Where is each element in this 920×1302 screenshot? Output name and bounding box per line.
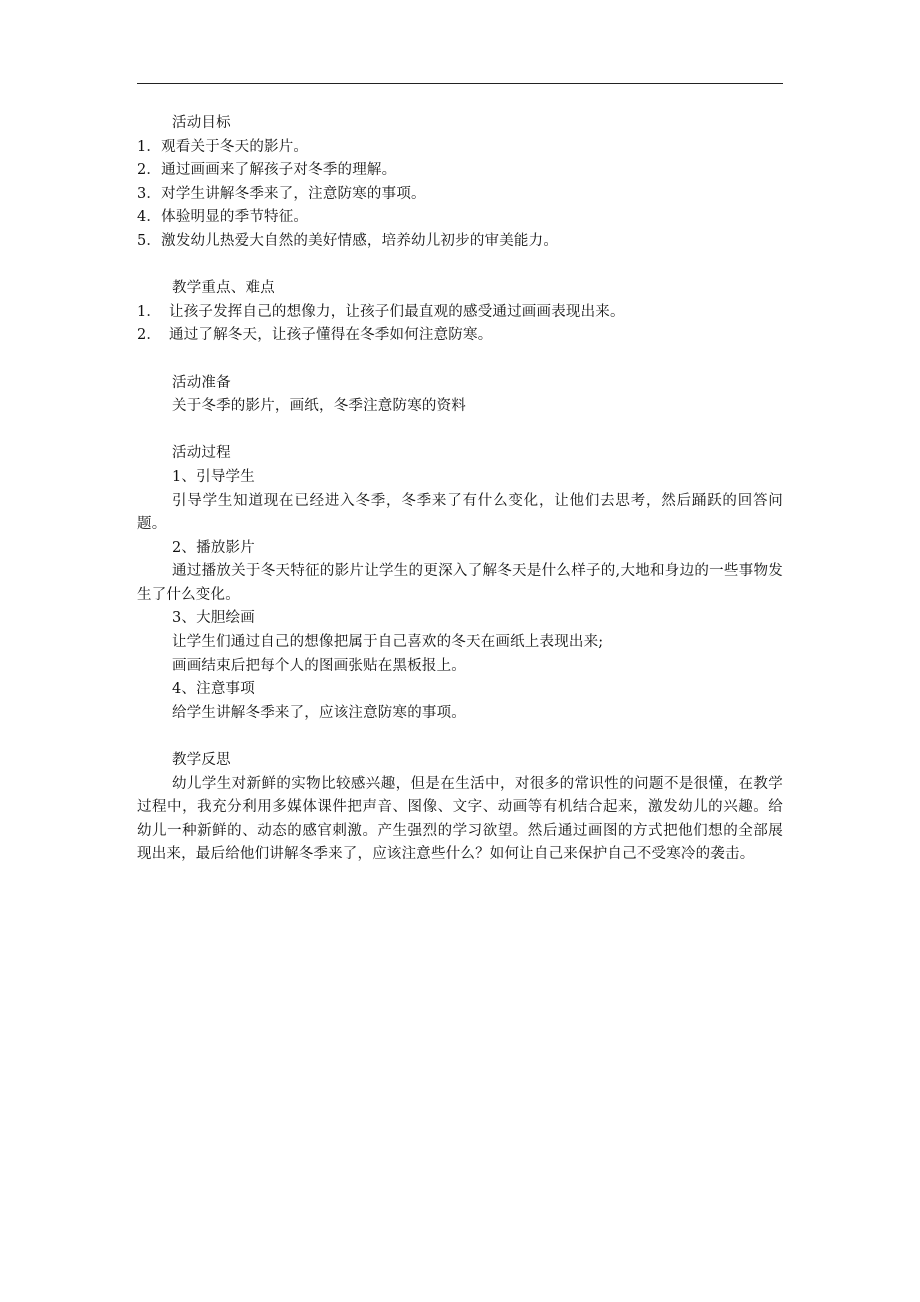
section-reflection (137, 749, 783, 867)
step-title: 2、播放影片 (172, 539, 255, 556)
section-heading: 活动目标 (172, 115, 231, 131)
list-number: 1． (137, 303, 162, 320)
section-heading: 活动准备 (172, 374, 231, 391)
step-text: 画画结束后把每个人的图画张贴在黑板报上。 (172, 657, 466, 674)
step-title: 4、注意事项 (172, 681, 255, 698)
section-heading: 教学反思 (172, 752, 231, 769)
section-heading: 活动过程 (172, 445, 231, 462)
section-process (137, 442, 783, 725)
document-body (137, 112, 783, 867)
list-number: 2． (137, 327, 162, 344)
section-key-points (137, 277, 783, 348)
list-item (137, 301, 783, 325)
list-item: 4．体验明显的季节特征。 (137, 209, 309, 226)
list-text: 让孩子发挥自己的想像力，让孩子们最直观的感受通过画画表现出来。 (169, 303, 625, 320)
step-text: 给学生讲解冬季来了，应该注意防寒的事项。 (172, 704, 466, 721)
section-heading: 教学重点、难点 (172, 280, 275, 297)
step-title: 1、引导学生 (172, 468, 255, 485)
step-text: 通过播放关于冬天特征的影片让学生的更深入了解冬天是什么样子的,大地和身边的一些事物发生了什么变化。 (137, 563, 783, 603)
list-item (137, 324, 783, 348)
section-prep (137, 372, 783, 419)
list-text: 通过了解冬天，让孩子懂得在冬季如何注意防寒。 (169, 327, 493, 344)
step-text: 让学生们通过自己的想像把属于自己喜欢的冬天在画纸上表现出来; (172, 634, 604, 651)
prep-text: 关于冬季的影片，画纸，冬季注意防寒的资料 (172, 398, 466, 415)
list-item: 3．对学生讲解冬季来了，注意防寒的事项。 (137, 185, 426, 202)
header-rule (137, 83, 783, 84)
list-item: 5．激发幼儿热爱大自然的美好情感，培养幼儿初步的审美能力。 (137, 232, 559, 249)
list-item: 1．观看关于冬天的影片。 (137, 138, 309, 155)
section-goals (137, 112, 783, 254)
step-text: 引导学生知道现在已经进入冬季，冬季来了有什么变化，让他们去思考，然后踊跃的回答问题。 (137, 492, 783, 533)
list-item: 2．通过画画来了解孩子对冬季的理解。 (137, 162, 397, 179)
step-title: 3、大胆绘画 (172, 610, 255, 627)
reflection-text: 幼儿学生对新鲜的实物比较感兴趣，但是在生活中，对很多的常识性的问题不是很懂，在教学过程中，我充分利用多媒体课件把声音、图像、文字、动画等有机结合起来，激发幼儿的兴趣。给幼儿一种新鲜的、动态的感官刺激。产生强烈的学习欲望。然后通过画图的方式把他们想的全部展现出来，最后给他们讲解冬季来了，应该注意些什么？如何让自己来保护自己不受寒冷的袭击。 (137, 775, 783, 863)
